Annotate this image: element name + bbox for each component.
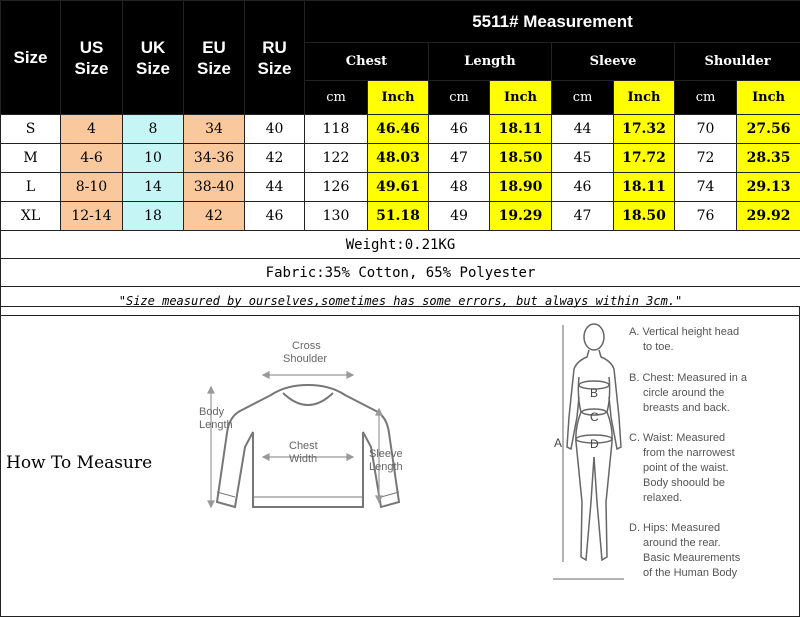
eu-size-header: EU Size (184, 1, 245, 115)
body-label-b: B (590, 386, 599, 400)
chest-header: Chest (305, 43, 429, 81)
note-d-line2: around the rear. (643, 537, 721, 549)
length-cm-cell: 49 (429, 202, 490, 231)
note-a-line2: to toe. (643, 341, 674, 353)
chest-cm-cell: 118 (305, 115, 368, 144)
size-cell: M (1, 144, 61, 173)
chest-inch-cell: 49.61 (368, 173, 429, 202)
sleeve-label-1: Sleeve (369, 448, 403, 460)
ru-cell: 40 (245, 115, 305, 144)
length-inch-cell: 18.50 (490, 144, 552, 173)
sleeve-label-2: Length (369, 461, 403, 473)
note-text: "Size measured by ourselves,sometimes has some errors, but always within 3cm." (1, 287, 800, 316)
chest-cm-cell: 130 (305, 202, 368, 231)
chest-inch-cell: 51.18 (368, 202, 429, 231)
note-c-line3: point of the waist. (643, 462, 729, 474)
table-row (1, 115, 800, 144)
chest-inch-cell: 48.03 (368, 144, 429, 173)
sleeve-inch-cell: 18.11 (614, 173, 675, 202)
eu-cell: 34 (184, 115, 245, 144)
uk-cell: 18 (123, 202, 184, 231)
shoulder-cm-cell: 76 (675, 202, 737, 231)
shoulder-inch-cell: 28.35 (737, 144, 800, 173)
ru-cell: 44 (245, 173, 305, 202)
us-size-header: US Size (61, 1, 123, 115)
length-inch-cell: 18.11 (490, 115, 552, 144)
body-label-2: Length (199, 419, 233, 431)
chest-cm-cell: 126 (305, 173, 368, 202)
length-inch-cell: 18.90 (490, 173, 552, 202)
note-b-line1: B. Chest: Measured in a (629, 372, 748, 384)
note-d-line1: D. Hips: Measured (629, 522, 721, 534)
shoulder-cm-cell: 74 (675, 173, 737, 202)
shoulder-inch-cell: 29.92 (737, 202, 800, 231)
sleeve-cm-cell: 44 (552, 115, 614, 144)
unit-inch: Inch (490, 81, 552, 115)
us-cell: 12-14 (61, 202, 123, 231)
size-cell: S (1, 115, 61, 144)
chest-label-1: Chest (289, 440, 318, 452)
ru-cell: 46 (245, 202, 305, 231)
uk-cell: 14 (123, 173, 184, 202)
shoulder-cm-cell: 72 (675, 144, 737, 173)
unit-inch: Inch (368, 81, 429, 115)
how-to-measure-panel (0, 306, 800, 617)
weight-text: Weight:0.21KG (1, 231, 800, 259)
unit-inch: Inch (614, 81, 675, 115)
body-label-a: A (554, 436, 563, 450)
note-c-line2: from the narrowest (643, 447, 735, 459)
size-header: Size (1, 1, 61, 115)
fabric-text: Fabric:35% Cotton, 65% Polyester (1, 259, 800, 287)
unit-inch: Inch (737, 81, 800, 115)
size-cell: XL (1, 202, 61, 231)
uk-size-header: UK Size (123, 1, 184, 115)
table-row (1, 202, 800, 231)
sleeve-inch-cell: 17.32 (614, 115, 675, 144)
unit-cm: cm (305, 81, 368, 115)
body-label-c: C (590, 410, 599, 424)
fabric-row (1, 259, 800, 287)
eu-cell: 38-40 (184, 173, 245, 202)
sleeve-cm-cell: 45 (552, 144, 614, 173)
shoulder-cm-cell: 70 (675, 115, 737, 144)
cross-label-1: Cross (292, 340, 321, 352)
sleeve-inch-cell: 18.50 (614, 202, 675, 231)
note-c-line1: C. Waist: Measured (629, 432, 726, 444)
note-c-line4: Body shoould be (643, 477, 725, 489)
eu-cell: 42 (184, 202, 245, 231)
shoulder-inch-cell: 27.56 (737, 115, 800, 144)
sleeve-inch-cell: 17.72 (614, 144, 675, 173)
note-b-line2: circle around the (643, 387, 725, 399)
how-to-measure-label: How To Measure (6, 453, 153, 473)
note-footer-line2: of the Human Body (643, 567, 738, 579)
uk-cell: 8 (123, 115, 184, 144)
table-row (1, 173, 800, 202)
length-header: Length (429, 43, 552, 81)
body-label-d: D (590, 437, 599, 451)
note-b-line3: breasts and back. (643, 402, 730, 414)
length-cm-cell: 47 (429, 144, 490, 173)
shoulder-inch-cell: 29.13 (737, 173, 800, 202)
ru-cell: 42 (245, 144, 305, 173)
length-cm-cell: 48 (429, 173, 490, 202)
chest-label-2: Width (289, 453, 318, 465)
eu-cell: 34-36 (184, 144, 245, 173)
unit-cm: cm (675, 81, 737, 115)
us-cell: 4 (61, 115, 123, 144)
body-label-1: Body (199, 406, 225, 418)
shoulder-label-2: Shoulder (283, 353, 328, 365)
chest-cm-cell: 122 (305, 144, 368, 173)
note-c-line5: relaxed. (643, 492, 683, 504)
size-cell: L (1, 173, 61, 202)
human-body-figure (549, 317, 624, 592)
length-inch-cell: 19.29 (490, 202, 552, 231)
sleeve-header: Sleeve (552, 43, 675, 81)
unit-cm: cm (552, 81, 614, 115)
length-cm-cell: 46 (429, 115, 490, 144)
sweater-diagram (191, 337, 426, 517)
unit-cm: cm (429, 81, 490, 115)
note-a-line1: A. Vertical height head (629, 326, 740, 338)
sleeve-cm-cell: 47 (552, 202, 614, 231)
measurement-title: 5511# Measurement (305, 1, 800, 43)
us-cell: 8-10 (61, 173, 123, 202)
ru-size-header: RU Size (245, 1, 305, 115)
chest-inch-cell: 46.46 (368, 115, 429, 144)
us-cell: 4-6 (61, 144, 123, 173)
shoulder-header: Shoulder (675, 43, 800, 81)
uk-cell: 10 (123, 144, 184, 173)
weight-row (1, 231, 800, 259)
table-row (1, 144, 800, 173)
note-footer-line1: Basic Meaurements (643, 552, 741, 564)
sleeve-cm-cell: 46 (552, 173, 614, 202)
